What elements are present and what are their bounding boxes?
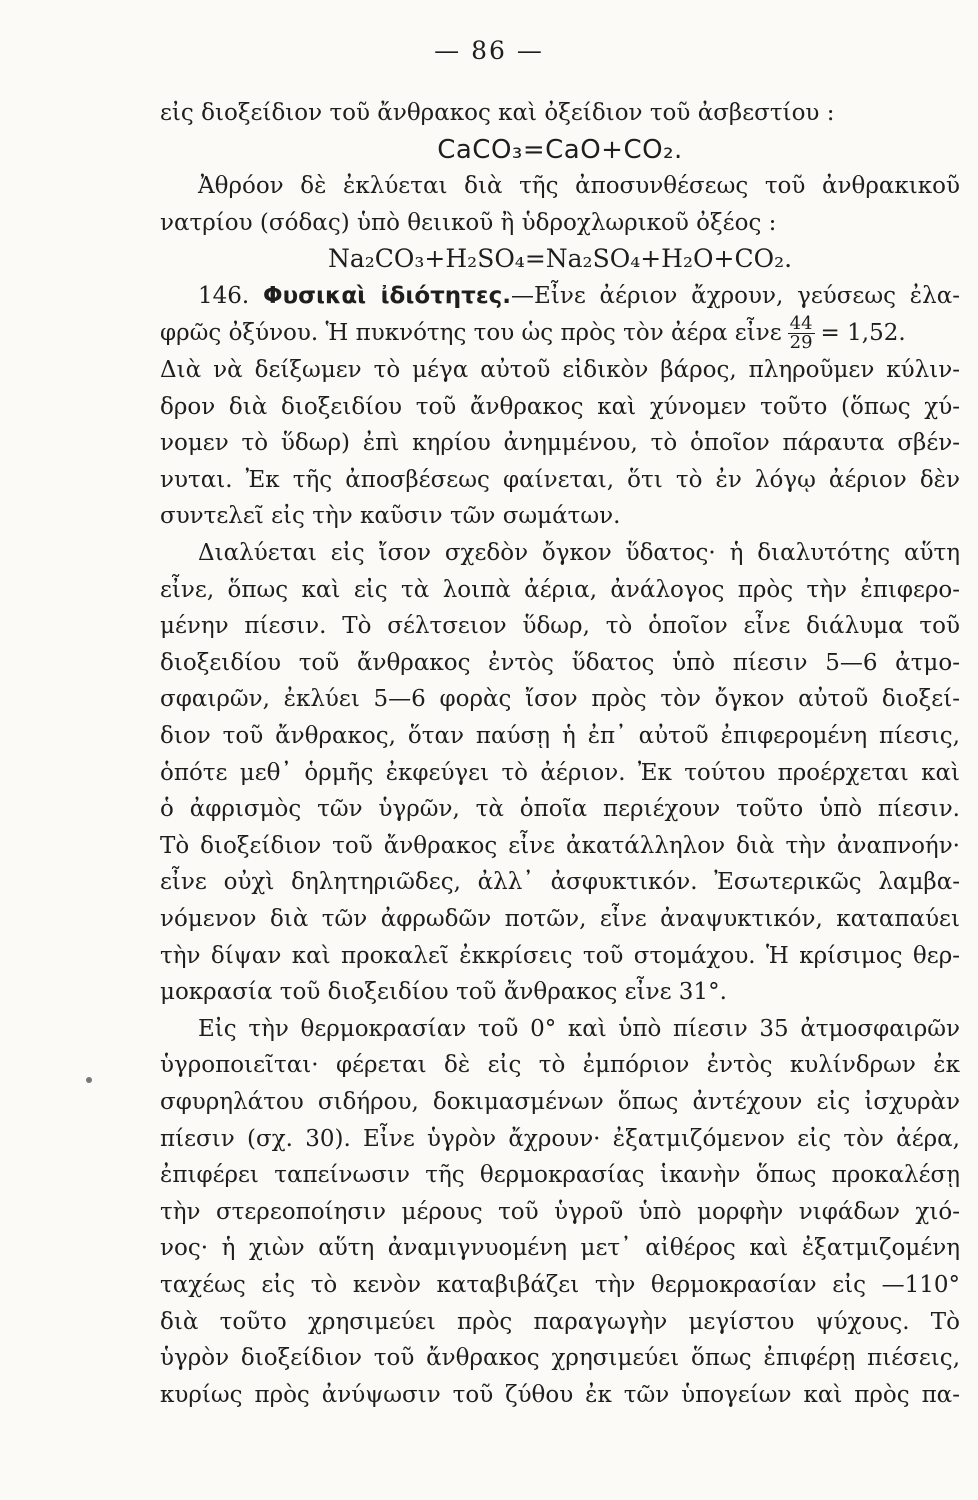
text-line: Τὸ διοξείδιον τοῦ ἄνθρακος εἶνε ἀκατάλληλον διὰ τὴν ἀναπνοήν· (160, 832, 960, 859)
text-line: σφυρηλάτου σιδήρου, δοκιμασμένων ὅπως ἀντέχουν εἰς ἰσχυρὰν (160, 1088, 960, 1115)
margin-dot (86, 1077, 92, 1083)
text-line: νόμενον διὰ τῶν ἀφρωδῶν ποτῶν, εἶνε ἀναψυκτικόν, καταπαύει (160, 905, 960, 932)
page-number: — 86 — (434, 36, 544, 65)
text-line: Ἀθρόον δὲ ἐκλύεται διὰ τῆς ἀποσυνθέσεως τοῦ ἀνθρακικοῦ (198, 173, 960, 200)
text-line: διοξειδίου τοῦ ἄνθρακος ἐντὸς ὕδατος ὑπὸ πίεσιν 5—6 ἀτμο- (160, 649, 960, 676)
text-line: μένην πίεσιν. Τὸ σέλτσειον ὕδωρ, τὸ ὁποῖον εἶνε διάλυμα τοῦ (160, 613, 960, 640)
density-line (160, 315, 960, 353)
density-fraction (788, 315, 815, 352)
text-line: πίεσιν (σχ. 30). Εἶνε ὑγρὸν ἄχρουν· ἐξατμιζόμενον εἰς τὸν ἀέρα, (160, 1125, 960, 1152)
section-number: 146. (198, 282, 250, 309)
text-line: νυται. Ἐκ τῆς ἀποσβέσεως φαίνεται, ὅτι τὸ ἐν λόγῳ ἀέριον δὲν (160, 466, 960, 493)
text-line: νομεν τὸ ὕδωρ) ἐπὶ κηρίου ἀνημμένου, τὸ ὁποῖον πάραυτα σβέν- (160, 430, 960, 457)
text-line: εἶνε, ὅπως καὶ εἰς τὰ λοιπὰ ἀέρια, ἀνάλογος πρὸς τὴν ἐπιφερο- (160, 576, 960, 603)
fraction-numerator: 44 (789, 314, 813, 335)
text-line: Διαλύεται εἰς ἴσον σχεδὸν ὄγκον ὕδατος· ἡ διαλυτότης αὕτη (198, 540, 960, 567)
text-line: ὁ ἀφρισμὸς τῶν ὑγρῶν, τὰ ὁποῖα περιέχουν τοῦτο ὑπὸ πίεσιν. (160, 796, 960, 823)
fraction-denominator: 29 (789, 332, 813, 353)
section-146-line (160, 278, 960, 315)
text-line: μοκρασία τοῦ διοξειδίου τοῦ ἄνθρακος εἶνε 31°. (160, 979, 727, 1006)
text-line: κυρίως πρὸς ἀνύψωσιν τοῦ ζύθου ἐκ τῶν ὑπογείων καὶ πρὸς πα- (160, 1381, 960, 1408)
text-line: τὴν στερεοποίησιν μέρους τοῦ ὑγροῦ ὑπὸ μορφὴν νιφάδων χιό- (160, 1198, 960, 1225)
text-line: ἐπιφέρει ταπείνωσιν τῆς θερμοκρασίας ἱκανὴν ὅπως προκαλέσῃ (160, 1162, 960, 1189)
text-line: νος· ἡ χιὼν αὕτη ἀναμιγνυομένη μετ᾽ αἰθέρος καὶ ἐξατμιζομένη (160, 1235, 960, 1262)
text-line: εἶνε οὐχὶ δηλητηριῶδες, ἀλλ᾽ ἀσφυκτικόν. Ἐσωτερικῶς λαμβα- (160, 869, 960, 896)
body-text (160, 95, 960, 1413)
section-text: —Εἶνε ἀέριον ἄχρουν, γεύσεως ἐλα- (511, 282, 960, 309)
density-result: = 1,52. (820, 319, 906, 346)
density-text: φρῶς ὀξύνου. Ἡ πυκνότης του ὡς πρὸς τὸν ἀέρα εἶνε (160, 319, 782, 346)
text-line: εἰς διοξείδιον τοῦ ἄνθρακος καὶ ὀξείδιον τοῦ ἀσβεστίου : (160, 100, 835, 126)
text-line: ὑγρὸν διοξείδιον τοῦ ἄνθρακος χρησιμεύει ὅπως ἐπιφέρῃ πιέσεις, (160, 1345, 960, 1372)
formula-calcium-carbonate: CaCO₃=CaO+CO₂. (437, 134, 683, 165)
text-line: Εἰς τὴν θερμοκρασίαν τοῦ 0° καὶ ὑπὸ πίεσιν 35 ἀτμοσφαιρῶν (198, 1015, 960, 1042)
text-line: τὴν δίψαν καὶ προκαλεῖ ἐκκρίσεις τοῦ στομάχου. Ἡ κρίσιμος θερ- (160, 942, 960, 969)
formula-sodium-carbonate: Na₂CO₃+H₂SO₄=Na₂SO₄+H₂O+CO₂. (327, 244, 793, 274)
text-line: δρον διὰ διοξειδίου τοῦ ἄνθρακος καὶ χύνομεν τοῦτο (ὅπως χύ- (160, 393, 960, 420)
text-line: συντελεῖ εἰς τὴν καῦσιν τῶν σωμάτων. (160, 503, 621, 530)
section-heading: Φυσικαὶ ἰδιότητες. (263, 282, 512, 309)
text-line: διον τοῦ ἄνθρακος, ὅταν παύσῃ ἡ ἐπ᾽ αὐτοῦ ἐπιφερομένη πίεσις, (160, 723, 960, 749)
text-line: Διὰ νὰ δείξωμεν τὸ μέγα αὐτοῦ εἰδικὸν βάρος, πληροῦμεν κύλιν- (160, 357, 960, 384)
text-line: νατρίου (σόδας) ὑπὸ θειικοῦ ἢ ὑδροχλωρικοῦ ὀξέος : (160, 209, 777, 236)
text-line: ὁπότε μεθ᾽ ὁρμῆς ἐκφεύγει τὸ ἀέριον. Ἐκ τούτου προέρχεται καὶ (160, 759, 960, 786)
text-line: διὰ τοῦτο χρησιμεύει πρὸς παραγωγὴν μεγίστου ψύχους. Τὸ (160, 1308, 960, 1335)
text-line: ὑγροποιεῖται· φέρεται δὲ εἰς τὸ ἐμπόριον ἐντὸς κυλίνδρων ἐκ (160, 1052, 960, 1079)
text-line: σφαιρῶν, ἐκλύει 5—6 φορὰς ἴσον πρὸς τὸν ὄγκον αὐτοῦ διοξεί- (160, 686, 960, 713)
text-line: ταχέως εἰς τὸ κενὸν καταβιβάζει τὴν θερμοκρασίαν εἰς —110° (160, 1271, 960, 1298)
